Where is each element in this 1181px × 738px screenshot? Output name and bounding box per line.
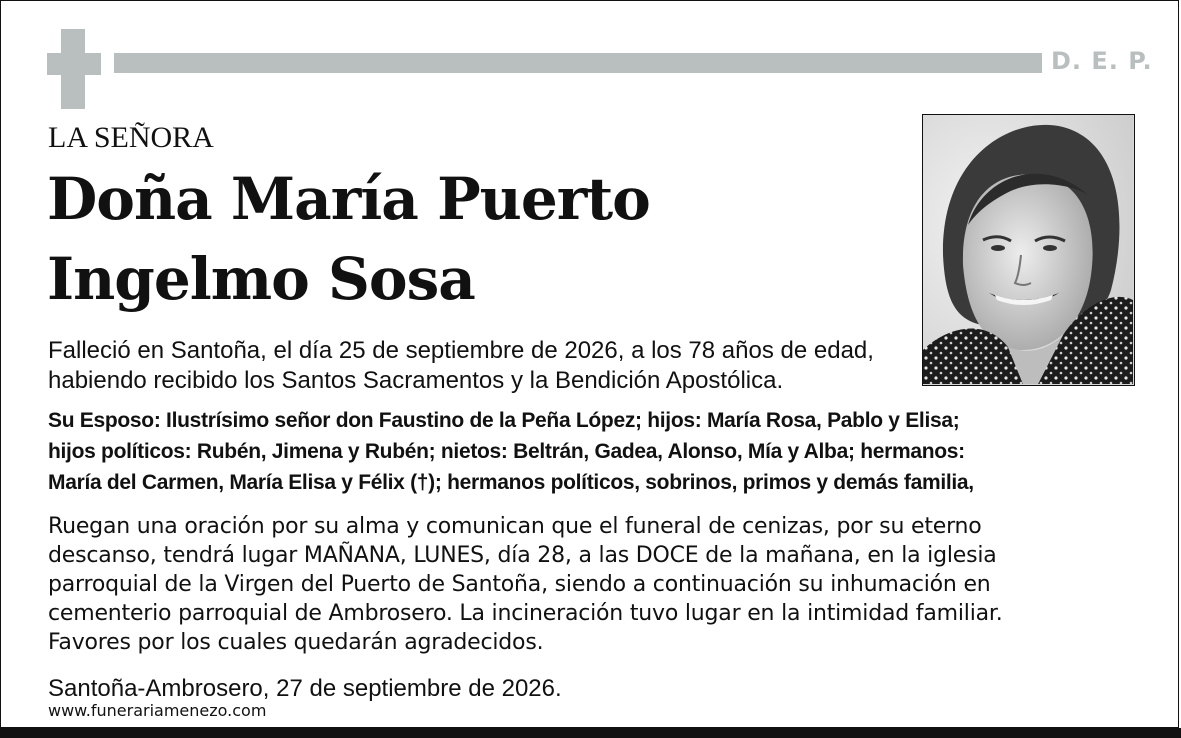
dep-label: D. E. P.	[1051, 47, 1153, 75]
body-line: Favores por los cuales quedarán agradecidos.	[48, 630, 544, 655]
header-rule	[114, 53, 1042, 73]
deceased-name-line2: Ingelmo Sosa	[47, 245, 475, 313]
portrait-photo	[922, 114, 1135, 386]
intro-line: habiendo recibido los Santos Sacramentos y la Bendición Apostólica.	[48, 367, 784, 394]
portrait-icon	[923, 115, 1133, 384]
deceased-name-line1: Doña María Puerto	[47, 165, 650, 233]
family-line: hijos políticos: Rubén, Jimena y Rubén; nietos: Beltrán, Gadea, Alonso, Mía y Alba; hermanos:	[48, 440, 965, 463]
bottom-border	[0, 728, 1181, 738]
intro-line: Falleció en Santoña, el día 25 de septiembre de 2026, a los 78 años de edad,	[48, 337, 874, 364]
cross-icon-horizontal	[47, 53, 101, 75]
place-date: Santoña-Ambrosero, 27 de septiembre de 2026.	[48, 675, 562, 702]
family-line: Su Esposo: Ilustrísimo señor don Faustino de la Peña López; hijos: María Rosa, Pablo y Elisa;	[48, 409, 960, 432]
title-label: LA SEÑORA	[48, 121, 214, 154]
website-link[interactable]: www.funerariamenezo.com	[48, 701, 267, 720]
body-line: cementerio parroquial de Ambrosero. La incineración tuvo lugar en la intimidad familiar.	[48, 601, 1003, 626]
body-line: Ruegan una oración por su alma y comunican que el funeral de cenizas, por su eterno	[48, 514, 982, 539]
family-line: María del Carmen, María Elisa y Félix (†); hermanos políticos, sobrinos, primos y demás familia,	[48, 471, 974, 494]
body-line: descanso, tendrá lugar MAÑANA, LUNES, día 28, a las DOCE de la mañana, en la iglesia	[48, 543, 997, 568]
body-line: parroquial de la Virgen del Puerto de Santoña, siendo a continuación su inhumación en	[48, 572, 991, 597]
